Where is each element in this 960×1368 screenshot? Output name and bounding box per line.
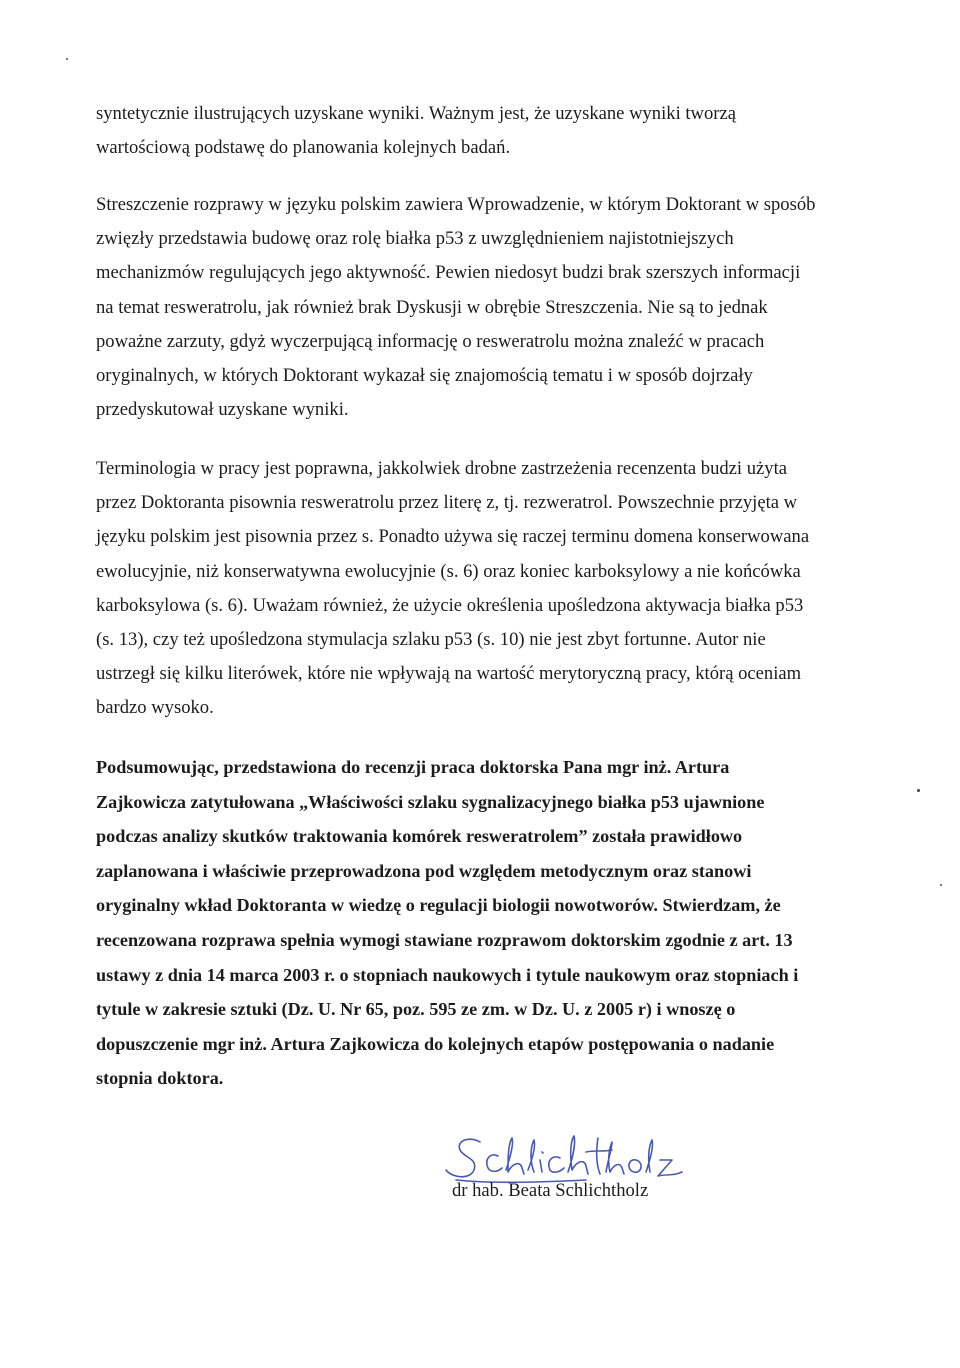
text-line: tytule w zakresie sztuki (Dz. U. Nr 65, poz. 595 ze zm. w Dz. U. z 2005 r) i wnoszę o xyxy=(96,999,736,1020)
paragraph-results-summary xyxy=(96,97,886,165)
scan-speck xyxy=(917,789,920,792)
text-line: języku polskim jest pisownia przez s. Ponadto używa się raczej terminu domena konserwowana xyxy=(96,526,810,548)
text-line: dopuszczenie mgr inż. Artura Zajkowicza do kolejnych etapów postępowania o nadanie xyxy=(96,1033,775,1054)
text-line: przez Doktoranta pisownia resweratrolu przez literę z, tj. rezweratrol. Powszechnie przyjęta w xyxy=(96,492,798,514)
text-line: ustrzegł się kilku literówek, które nie wpływają na wartość merytoryczną pracy, którą oceniam xyxy=(96,663,802,685)
text-line: karboksylowa (s. 6). Uważam również, że użycie określenia upośledzona aktywacja białka p53 xyxy=(96,594,804,616)
text-line: zwięzły przedstawia budowę oraz rolę białka p53 z uwzględnieniem najistotniejszych xyxy=(96,228,734,250)
text-line: Streszczenie rozprawy w języku polskim zawiera Wprowadzenie, w którym Doktorant w sposób xyxy=(96,194,816,215)
text-line: Podsumowując, przedstawiona do recenzji praca doktorska Pana mgr inż. Artura xyxy=(96,757,730,777)
text-line: ustawy z dnia 14 marca 2003 r. o stopniach naukowych i tytule naukowym oraz stopniach i xyxy=(96,964,799,985)
text-line: Zajkowicza zatytułowana „Właściwości szlaku sygnalizacyjnego białka p53 ujawnione xyxy=(96,791,765,812)
text-line: oryginalny wkład Doktoranta w wiedzę o regulacji biologii nowotworów. Stwierdzam, że xyxy=(96,895,781,916)
text-line: stopnia doktora. xyxy=(96,1068,224,1089)
text-line: bardzo wysoko. xyxy=(96,697,214,719)
paragraph-terminology xyxy=(96,452,886,726)
text-line: mechanizmów regulujących jego aktywność. Pewien niedosyt budzi brak szerszych informacji xyxy=(96,262,801,284)
paragraph-conclusion xyxy=(96,750,886,1096)
scan-speck xyxy=(940,884,942,886)
text-line: wartościową podstawę do planowania kolejnych badań. xyxy=(96,137,511,159)
text-line: przedyskutował uzyskane wyniki. xyxy=(96,399,349,421)
text-line: na temat resweratrolu, jak również brak Dyskusji w obrębie Streszczenia. Nie są to jednak xyxy=(96,296,768,318)
text-line: recenzowana rozprawa spełnia wymogi stawiane rozprawom doktorskim zgodnie z art. 13 xyxy=(96,929,793,950)
scan-speck xyxy=(66,58,68,60)
text-line: syntetycznie ilustrujących uzyskane wyniki. Ważnym jest, że uzyskane wyniki tworzą xyxy=(96,103,736,124)
text-line: ewolucyjnie, niż konserwatywna ewolucyjnie (s. 6) oraz koniec karboksylowy a nie końcówka xyxy=(96,560,801,582)
text-line: zaplanowana i właściwie przeprowadzona pod względem metodycznym oraz stanowi xyxy=(96,860,752,881)
paragraph-abstract-review xyxy=(96,188,886,427)
text-line: oryginalnych, w których Doktorant wykazał się znajomością tematu i w sposób dojrzały xyxy=(96,364,753,386)
text-line: Terminologia w pracy jest poprawna, jakkolwiek drobne zastrzeżenia recenzenta budzi użyta xyxy=(96,458,788,479)
text-line: (s. 13), czy też upośledzona stymulacja szlaku p53 (s. 10) nie jest zbyt fortunne. Autor nie xyxy=(96,628,766,650)
signature-block xyxy=(430,1128,690,1218)
text-line: podczas analizy skutków traktowania komórek resweratrolem” została prawidłowo xyxy=(96,826,743,847)
text-line: poważne zarzuty, gdyż wyczerpującą informację o resweratrolu można znaleźć w pracach xyxy=(96,330,765,352)
signature-name: dr hab. Beata Schlichtholz xyxy=(452,1180,649,1201)
